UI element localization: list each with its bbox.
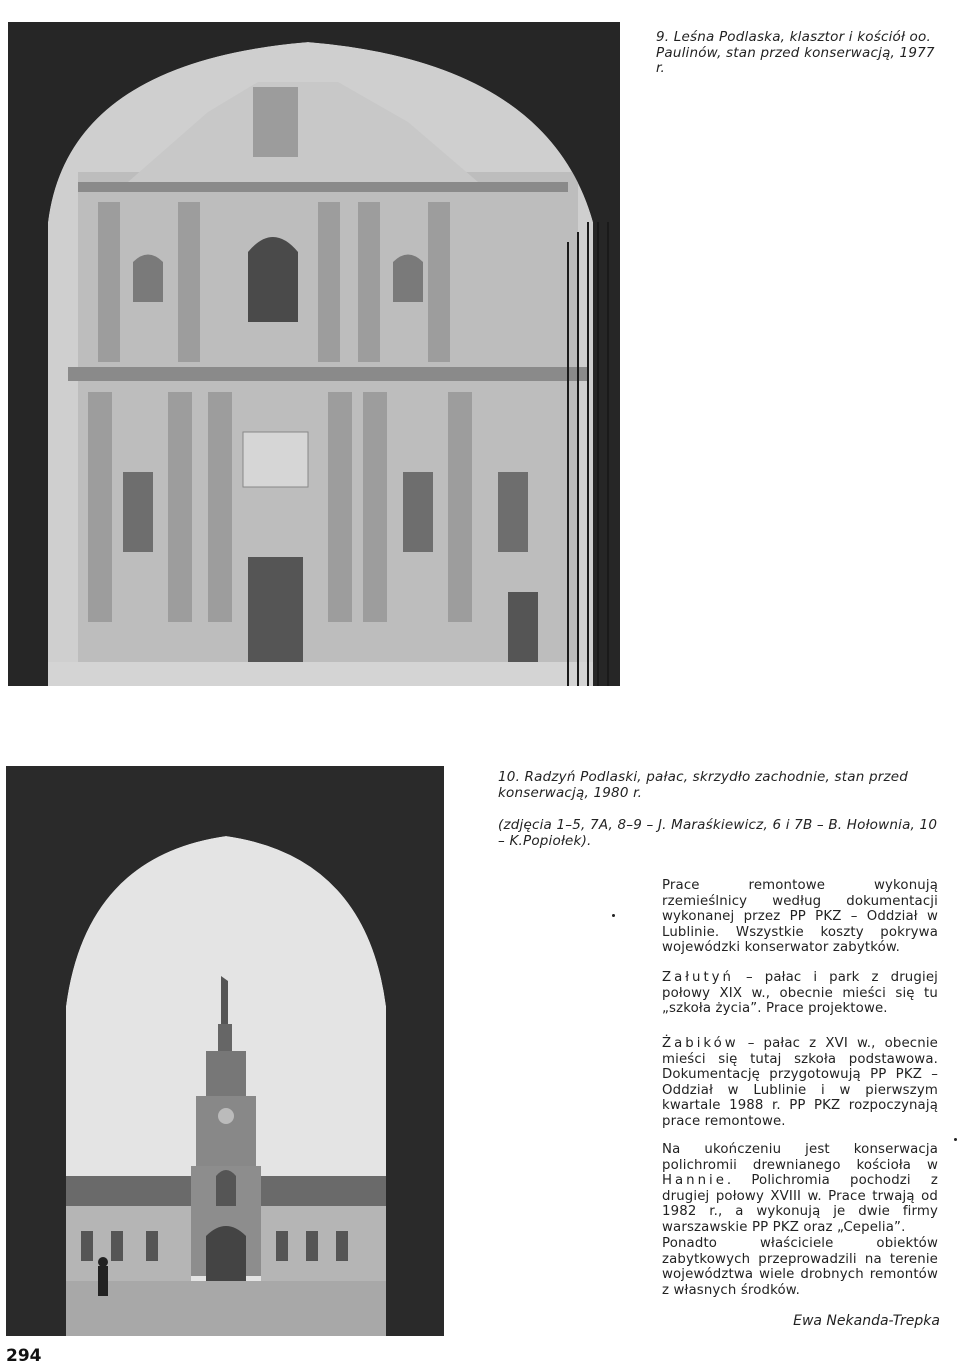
paragraph-text	[662, 1036, 938, 1130]
place-name: Żabików	[662, 1036, 739, 1051]
palace-archway-image	[6, 766, 444, 1336]
paragraph-text	[662, 970, 938, 1017]
body-paragraph-4	[662, 1142, 938, 1236]
place-name: Hannie	[662, 1173, 727, 1189]
body-paragraph-1	[662, 878, 938, 956]
paragraph-text: Ponadto właściciele obiektów zabytkowych przeprowadzili na terenie województwa wiele drobnych remontów z własnych środków.	[662, 1236, 938, 1298]
bullet-dot	[954, 1138, 957, 1141]
body-paragraph-5	[662, 1236, 938, 1298]
caption-photo-9: 9. Leśna Podlaska, klasztor i kościół oo. Paulinów, stan przed konserwacją, 1977 r.	[656, 29, 935, 76]
church-facade-image	[8, 22, 620, 686]
photo-10	[6, 766, 444, 1336]
body-paragraph-2	[662, 970, 938, 1017]
paragraph-text: Prace remontowe wykonują rzemieślnicy według dokumentacji wykonanej przez PP PKZ – Oddział w Lublinie. Wszystkie koszty pokrywa wojewódzki konserwator zabytków.	[662, 878, 938, 956]
paragraph-rest: – pałac i park z drugiej połowy XIX w., obecnie mieści się tu „szkoła życia”. Prace projektowe.	[662, 970, 938, 1017]
author-signature: Ewa Nekanda-Trepka	[793, 1313, 940, 1329]
page-number: 294	[6, 1346, 42, 1366]
bullet-dot	[612, 914, 615, 917]
paragraph-text	[662, 1142, 938, 1236]
paragraph-rest: – pałac z XVI w., obecnie mieści się tutaj szkoła podstawowa. Dokumentację przygotowują PP PKZ – Oddział w Lublinie i w pierwszym kwartale 1988 r. PP PKZ rozpoczynają prace remontowe.	[662, 1036, 938, 1129]
paragraph-start: Na ukończeniu jest konserwacja polichromii drewnianego kościoła w	[662, 1142, 938, 1173]
place-name: Załutyń	[662, 970, 734, 985]
photo-9	[8, 22, 620, 686]
body-paragraph-3	[662, 1036, 938, 1130]
photo-credits: (zdjęcia 1–5, 7A, 8–9 – J. Maraśkiewicz, 6 i 7B – B. Hołownia, 10 – K.Popiołek).	[498, 817, 938, 849]
paragraph-rest: . Polichromia pochodzi z drugiej połowy XVIII w. Prace trwają od 1982 r., a wykonują je dwie firmy warszawskie PP PKZ oraz „Cepelia”.	[662, 1173, 938, 1235]
caption-photo-10: 10. Radzyń Podlaski, pałac, skrzydło zachodnie, stan przed konserwacją, 1980 r.	[498, 769, 909, 801]
